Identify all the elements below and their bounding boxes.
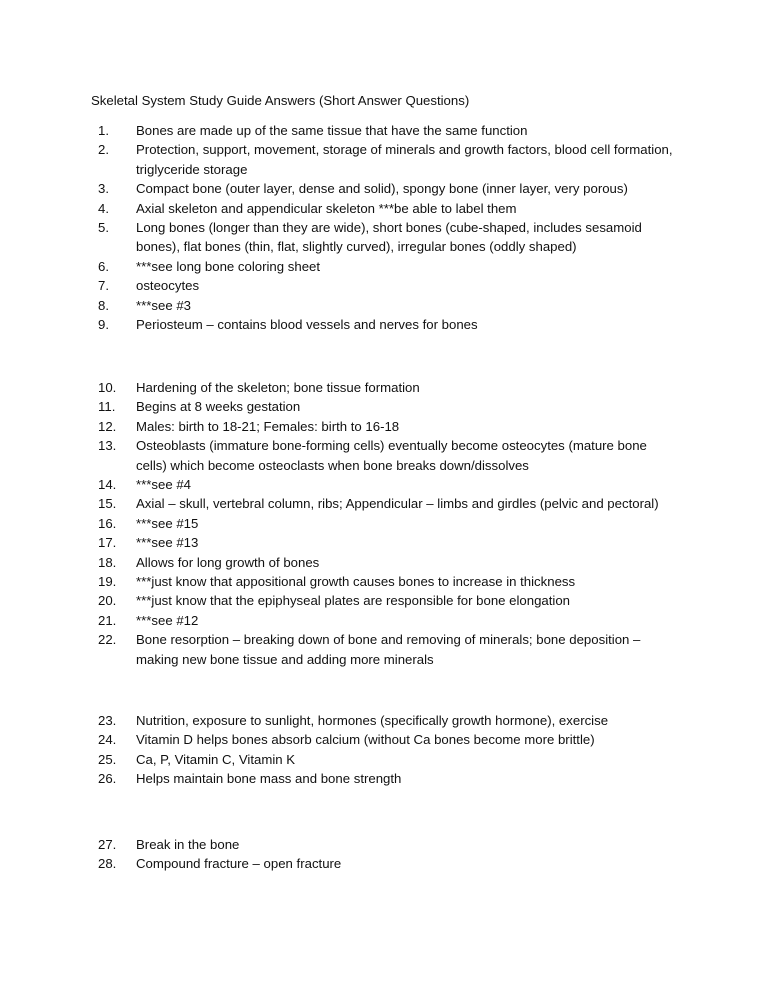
- answer-item-9: [98, 315, 678, 334]
- answer-number: 13.: [98, 438, 117, 454]
- answer-text: Vitamin D helps bones absorb calcium (without Ca bones become more brittle): [136, 732, 595, 748]
- document-title: Skeletal System Study Guide Answers (Short Answer Questions): [91, 93, 470, 108]
- answer-number: 4.: [98, 200, 109, 216]
- answer-text: ***see #13: [136, 535, 199, 551]
- answer-item-23: [98, 711, 678, 730]
- answer-item-7: [98, 276, 678, 295]
- answer-item-16: [98, 514, 678, 533]
- answer-number: 1.: [98, 123, 109, 138]
- answer-section-2: [98, 378, 678, 669]
- answer-text: Compact bone (outer layer, dense and solid), spongy bone (inner layer, very porous): [136, 181, 628, 197]
- answer-item-12: [98, 417, 678, 436]
- answer-text: Nutrition, exposure to sunlight, hormones (specifically growth hormone), exercise: [136, 713, 609, 728]
- answer-number: 24.: [98, 732, 117, 748]
- answer-text: Long bones (longer than they are wide), short bones (cube-shaped, includes sesamoid bones), flat bones (thin, flat, slightly curved), irregular bones (oddly shaped): [136, 220, 642, 255]
- answer-item-20: [98, 591, 678, 610]
- answer-number: 17.: [98, 535, 117, 551]
- answer-number: 9.: [98, 317, 109, 333]
- answer-text: osteocytes: [136, 278, 200, 294]
- answer-text: Axial – skull, vertebral column, ribs; Appendicular – limbs and girdles (pelvic and pectoral): [136, 496, 659, 512]
- answer-text: Compound fracture – open fracture: [136, 856, 342, 872]
- answer-text: Hardening of the skeleton; bone tissue formation: [136, 380, 420, 395]
- answer-text: Helps maintain bone mass and bone strength: [136, 771, 402, 787]
- answer-section-4: [98, 835, 678, 874]
- answer-item-10: [98, 378, 678, 397]
- answer-text: ***see long bone coloring sheet: [136, 258, 321, 274]
- answer-number: 26.: [98, 771, 117, 787]
- answer-item-2: [98, 140, 678, 179]
- answer-item-21: [98, 611, 678, 630]
- answer-number: 10.: [98, 380, 117, 395]
- answer-text: ***see #12: [136, 612, 199, 628]
- answer-text: Bone resorption – breaking down of bone and removing of minerals; bone deposition – making new bone tissue and adding more minerals: [136, 632, 641, 667]
- answer-text: Periosteum – contains blood vessels and nerves for bones: [136, 317, 478, 333]
- answer-number: 22.: [98, 632, 117, 648]
- answer-text: ***see #3: [136, 297, 191, 313]
- answer-number: 16.: [98, 515, 117, 531]
- answer-text: Ca, P, Vitamin C, Vitamin K: [136, 751, 296, 767]
- answer-number: 3.: [98, 181, 109, 197]
- answer-item-22: [98, 630, 678, 669]
- answer-number: 23.: [98, 713, 117, 728]
- answer-item-6: [98, 257, 678, 276]
- answer-text: Males: birth to 18-21; Females: birth to 16-18: [136, 418, 400, 434]
- answer-number: 19.: [98, 574, 117, 590]
- answer-number: 5.: [98, 220, 109, 236]
- answer-text: Axial skeleton and appendicular skeleton ***be able to label them: [136, 200, 517, 216]
- answer-text: ***see #4: [136, 477, 191, 493]
- answer-number: 6.: [98, 258, 109, 274]
- answer-number: 15.: [98, 496, 117, 512]
- answer-number: 11.: [98, 399, 116, 415]
- answer-text: Osteoblasts (immature bone-forming cells) eventually become osteocytes (mature bone cells) which become osteoclasts when bone breaks down/dissolves: [136, 438, 647, 473]
- answer-text: ***just know that the epiphyseal plates are responsible for bone elongation: [136, 593, 571, 609]
- answer-item-3: [98, 179, 678, 198]
- answer-number: 25.: [98, 751, 117, 767]
- answer-number: 28.: [98, 856, 117, 872]
- answer-item-28: [98, 854, 678, 873]
- answer-number: 12.: [98, 418, 117, 434]
- answer-text: Bones are made up of the same tissue that have the same function: [136, 123, 528, 138]
- answer-section-1: [98, 121, 678, 334]
- answer-number: 18.: [98, 554, 117, 570]
- answer-text: ***just know that appositional growth causes bones to increase in thickness: [136, 574, 576, 590]
- answer-item-14: [98, 475, 678, 494]
- answer-text: ***see #15: [136, 515, 199, 531]
- answer-number: 8.: [98, 297, 109, 313]
- answer-item-4: [98, 199, 678, 218]
- answer-text: Allows for long growth of bones: [136, 554, 320, 570]
- answer-item-13: [98, 436, 678, 475]
- answer-number: 2.: [98, 142, 109, 158]
- answer-item-27: [98, 835, 678, 854]
- answer-item-18: [98, 553, 678, 572]
- answer-text: Protection, support, movement, storage of minerals and growth factors, blood cell formation, triglyceride storage: [136, 142, 673, 177]
- answer-item-19: [98, 572, 678, 591]
- answer-item-17: [98, 533, 678, 552]
- answer-number: 21.: [98, 612, 117, 628]
- answer-item-26: [98, 769, 678, 788]
- answer-number: 14.: [98, 477, 117, 493]
- answer-item-25: [98, 750, 678, 769]
- answer-item-24: [98, 730, 678, 749]
- answer-text: Begins at 8 weeks gestation: [136, 399, 301, 415]
- answer-text: Break in the bone: [136, 837, 240, 852]
- answer-number: 20.: [98, 593, 117, 609]
- answer-item-1: [98, 121, 678, 140]
- answer-number: 7.: [98, 278, 109, 294]
- answer-item-15: [98, 494, 678, 513]
- answer-number: 27.: [98, 837, 117, 852]
- answer-item-8: [98, 296, 678, 315]
- answer-item-11: [98, 397, 678, 416]
- answer-item-5: [98, 218, 678, 257]
- answer-section-3: [98, 711, 678, 789]
